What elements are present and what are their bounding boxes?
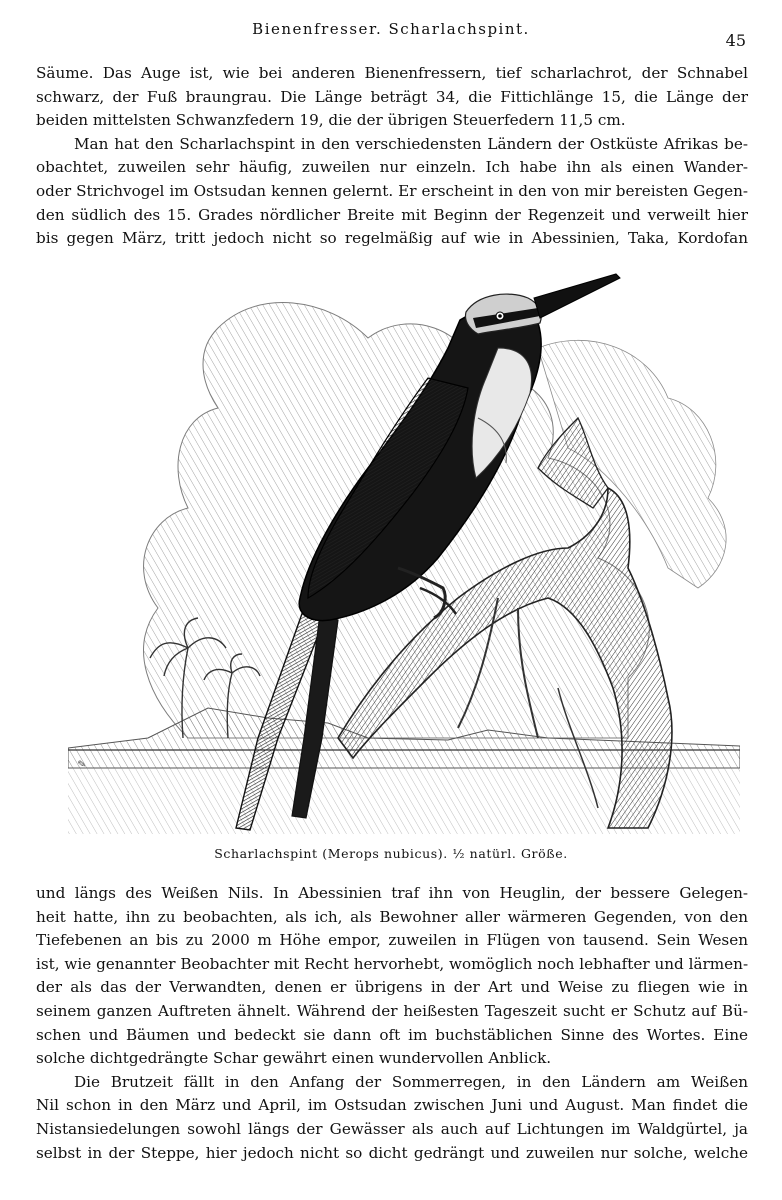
- paragraph: [36, 133, 748, 251]
- figure-caption: Scharlachspint (Merops nubicus). ½ natürl. Größe.: [214, 846, 568, 861]
- text-line: solche dichtgedrängte Schar gewährt einen wundervollen Anblick.: [36, 1049, 552, 1068]
- text-line: heit hatte, ihn zu beobachten, als ich, als Bewohner aller wärmeren Gegenden, von den: [36, 907, 748, 926]
- text-line: und längs des Weißen Nils. In Abessinien traf ihn von Heuglin, der bessere Gelegen-: [36, 884, 748, 902]
- engraver-mark: ✎: [76, 758, 87, 771]
- text-line: Die Brutzeit fällt in den Anfang der Sommerregen, in den Ländern am Weißen: [74, 1072, 748, 1091]
- text-line: schwarz, der Fuß braungrau. Die Länge beträgt 34, die Fittichlänge 15, die Länge der: [36, 87, 748, 106]
- text-line: ist, wie genannter Beobachter mit Recht hervorhebt, womöglich noch lebhafter und lärmen-: [36, 954, 749, 973]
- engraving-illustration: [68, 268, 740, 834]
- text-block-top: [36, 62, 748, 251]
- text-block-bottom: [36, 882, 748, 1165]
- paragraph-continuation: [36, 882, 748, 1071]
- text-line: bis gegen März, tritt jedoch nicht so regelmäßig auf wie in Abessinien, Taka, Kordofan: [36, 229, 748, 248]
- text-line: Nil schon in den März und April, im Ostsudan zwischen Juni und August. Man findet die: [36, 1096, 748, 1115]
- text-line: Säume. Das Auge ist, wie bei anderen Bienenfressern, tief scharlachrot, der Schnabel: [36, 64, 748, 82]
- text-line: obachtet, zuweilen sehr häufig, zuweilen nur einzeln. Ich habe ihn als einen Wander-: [36, 158, 748, 177]
- page-number: 45: [725, 31, 746, 50]
- text-line: der als das der Verwandten, denen er übrigens in der Art und Weise zu fliegen wie in: [36, 978, 748, 997]
- text-line: Nistansiedelungen sowohl längs der Gewässer als auch auf Lichtungen im Waldgürtel, ja: [36, 1119, 748, 1138]
- text-line: seinem ganzen Auftreten ähnelt. Während der heißesten Tageszeit sucht er Schutz auf Bü-: [36, 1001, 748, 1020]
- running-title: Bienenfresser. Scharlachspint.: [252, 20, 530, 38]
- text-line: beiden mittelsten Schwanzfedern 19, die der übrigen Steuerfedern 11,5 cm.: [36, 111, 626, 130]
- bird-engraving: [68, 268, 740, 834]
- paragraph: [36, 1071, 748, 1165]
- text-line: den südlich des 15. Grades nördlicher Breite mit Beginn der Regenzeit und verweilt hier: [36, 205, 748, 224]
- text-line: selbst in der Steppe, hier jedoch nicht so dicht gedrängt und zuweilen nur solche, welche: [36, 1143, 748, 1162]
- text-line: oder Strichvogel im Ostsudan kennen gelernt. Er erscheint in den von mir bereisten Gegen-: [36, 181, 748, 200]
- text-line: Man hat den Scharlachspint in den verschiedensten Ländern der Ostküste Afrikas be-: [74, 134, 748, 153]
- text-line: schen und Bäumen und bedeckt sie dann oft im buchstäblichen Sinne des Wortes. Eine: [36, 1025, 748, 1044]
- text-line: Tiefebenen an bis zu 2000 m Höhe empor, zuweilen in Flügen von tausend. Sein Wesen: [36, 931, 748, 950]
- paragraph-continuation: [36, 62, 748, 133]
